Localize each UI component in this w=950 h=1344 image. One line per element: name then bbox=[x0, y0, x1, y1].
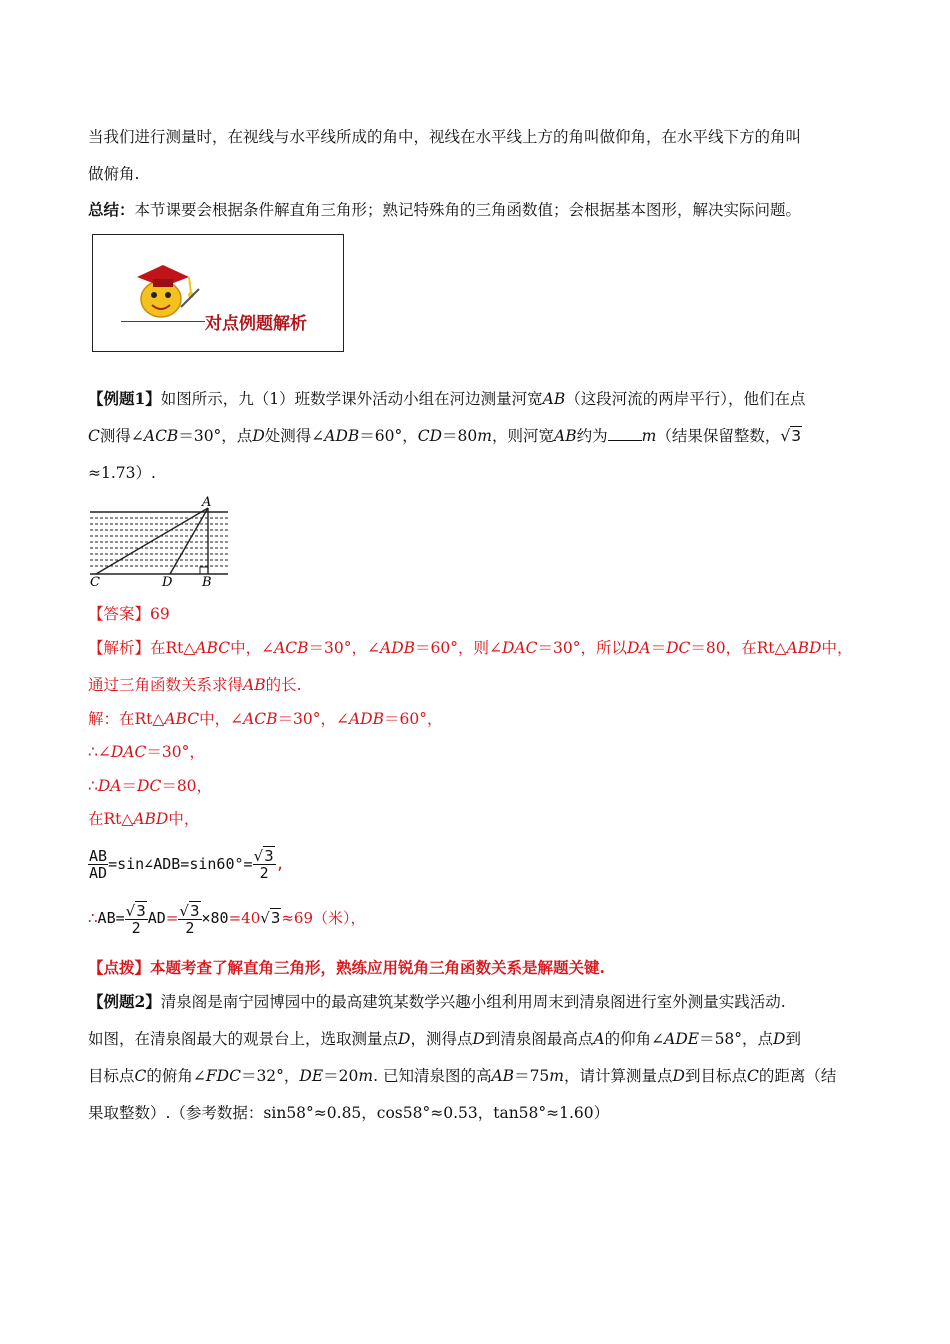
example2-tag: 【例题2】 bbox=[88, 992, 161, 1011]
var: m bbox=[477, 427, 492, 445]
text: ，测得点 bbox=[410, 1030, 473, 1048]
river-figure bbox=[86, 496, 236, 588]
text: 测得∠ bbox=[99, 427, 144, 445]
solution-line-1 bbox=[88, 709, 442, 729]
numerator: √3 bbox=[125, 901, 146, 920]
text: 如图所示，九（1）班数学课外活动小组在河边测量河宽 bbox=[160, 390, 543, 408]
text: ＝20 bbox=[323, 1067, 359, 1085]
text: ＝32°， bbox=[240, 1067, 300, 1085]
var: DE bbox=[299, 1067, 324, 1085]
text: 中， bbox=[821, 639, 853, 657]
text: ，则河宽 bbox=[491, 427, 554, 445]
text: ＝75 bbox=[514, 1067, 550, 1085]
text: ＝60°， bbox=[384, 710, 443, 728]
text: . 已知清泉图的高 bbox=[373, 1067, 492, 1085]
var: ADB bbox=[324, 427, 360, 445]
radicand: 3 bbox=[136, 901, 146, 920]
var: DAC bbox=[110, 743, 147, 761]
text: ＝60°，则∠ bbox=[415, 639, 502, 657]
var: ACB bbox=[274, 639, 309, 657]
formula-1 bbox=[88, 846, 285, 882]
var: C bbox=[746, 1067, 759, 1085]
answer-line bbox=[88, 604, 170, 624]
text: 通过三角函数关系求得 bbox=[88, 676, 244, 694]
var: ADB bbox=[380, 639, 416, 657]
numerator: AB bbox=[89, 847, 108, 865]
section-banner bbox=[92, 234, 344, 352]
banner-title: 对点例题解析 bbox=[205, 314, 307, 334]
var: ABD bbox=[786, 639, 822, 657]
text: 中，∠ bbox=[230, 639, 275, 657]
text: AD bbox=[147, 909, 166, 927]
solution-line-2 bbox=[88, 742, 205, 762]
analysis-line-2 bbox=[88, 675, 302, 695]
example2-line-4: 果取整数）.（参考数据：sin58°≈0.85，cos58°≈0.53，tan58°≈1.60） bbox=[88, 1104, 610, 1122]
text: ＝80 bbox=[442, 427, 478, 445]
text: ×80 bbox=[201, 909, 229, 927]
answer-value: 69 bbox=[150, 605, 170, 623]
text: 处测得∠ bbox=[264, 427, 325, 445]
denominator: 2 bbox=[259, 864, 269, 882]
text: =40 bbox=[228, 909, 261, 927]
var: DC bbox=[666, 639, 691, 657]
var: ABC bbox=[164, 710, 200, 728]
tip-text: 本题考查了解直角三角形，熟练应用锐角三角函数关系是解题关键. bbox=[150, 958, 605, 977]
answer-blank bbox=[608, 428, 642, 441]
var: ACB bbox=[243, 710, 278, 728]
text: 到 bbox=[785, 1030, 801, 1048]
text: ＝30°，所以 bbox=[537, 639, 627, 657]
example1-line-2 bbox=[88, 426, 802, 446]
text: ＝30°， bbox=[146, 743, 205, 761]
var: ACB bbox=[143, 427, 179, 445]
text: ＝ bbox=[650, 639, 667, 657]
example2-line-3 bbox=[88, 1066, 836, 1086]
text: （这段河流的两岸平行），他们在点 bbox=[565, 390, 806, 408]
summary-line bbox=[88, 200, 801, 220]
numerator: √3 bbox=[179, 901, 200, 920]
var: D bbox=[398, 1030, 411, 1048]
text: ，请计算测量点 bbox=[564, 1067, 673, 1085]
text: 的仰角∠ bbox=[604, 1030, 665, 1048]
fraction-ab-ad bbox=[88, 848, 108, 881]
text: 到清泉阁最高点 bbox=[484, 1030, 594, 1048]
fraction-sqrt3-2 bbox=[125, 903, 148, 936]
intro-line-2: 做俯角. bbox=[88, 165, 140, 183]
text: 中， bbox=[168, 810, 200, 828]
var: AB bbox=[243, 676, 266, 694]
var: m bbox=[358, 1067, 374, 1085]
text: ＝58°，点 bbox=[699, 1030, 774, 1048]
text: 到目标点 bbox=[684, 1067, 747, 1085]
var: DA bbox=[97, 777, 122, 795]
var: ABD bbox=[133, 810, 169, 828]
example1-line-3: ≈1.73）. bbox=[88, 464, 156, 482]
var: A bbox=[593, 1030, 605, 1048]
radicand: 3 bbox=[189, 901, 200, 920]
solution-line-3 bbox=[88, 776, 212, 796]
text: ＝30°，点 bbox=[178, 427, 253, 445]
formula-2 bbox=[88, 900, 366, 936]
var: D bbox=[252, 427, 265, 445]
var: ADB bbox=[348, 710, 384, 728]
sqrt-3: √3 bbox=[780, 427, 802, 445]
fraction-sqrt3-2 bbox=[253, 848, 276, 881]
text: ＝60°， bbox=[359, 427, 418, 445]
text: （结果保留整数， bbox=[656, 427, 781, 445]
var: DAC bbox=[501, 639, 538, 657]
text: 中，∠ bbox=[199, 710, 244, 728]
text: = bbox=[243, 855, 253, 873]
text: 的长. bbox=[265, 676, 302, 694]
tip-label: 【点拨】 bbox=[88, 958, 151, 977]
text: 目标点 bbox=[88, 1067, 135, 1085]
radicand: 3 bbox=[270, 909, 281, 927]
text: ∴∠ bbox=[88, 743, 111, 761]
var: DC bbox=[137, 777, 162, 795]
var: m bbox=[549, 1067, 564, 1085]
intro-line-1: 当我们进行测量时，在视线与水平线所成的角中，视线在水平线上方的角叫做仰角，在水平线下方的角叫 bbox=[88, 128, 802, 146]
radicand: 3 bbox=[791, 427, 802, 445]
var: C bbox=[88, 427, 100, 445]
text: 在Rt△ bbox=[88, 810, 134, 828]
var: ADE bbox=[664, 1030, 700, 1048]
var: ABC bbox=[195, 639, 231, 657]
mascot-icon bbox=[123, 249, 213, 329]
label-b: B bbox=[202, 575, 212, 588]
var: D bbox=[773, 1030, 786, 1048]
example2-line-2 bbox=[88, 1029, 801, 1049]
solution-line-4 bbox=[88, 809, 199, 829]
text: ＝30°，∠ bbox=[277, 710, 349, 728]
var: DA bbox=[626, 639, 651, 657]
var: D bbox=[672, 1067, 685, 1085]
var: AB bbox=[554, 427, 577, 445]
text: ＝80，在Rt△ bbox=[690, 639, 787, 657]
text: 在Rt△ bbox=[150, 639, 196, 657]
example2-line-1 bbox=[88, 992, 786, 1012]
var: m bbox=[641, 427, 657, 445]
denominator: 2 bbox=[131, 918, 141, 937]
denominator: AD bbox=[89, 864, 108, 882]
var: CD bbox=[417, 427, 443, 445]
var: FDC bbox=[205, 1067, 241, 1085]
text: 的俯角∠ bbox=[146, 1067, 206, 1085]
label-a: A bbox=[202, 496, 212, 510]
summary-label: 总结： bbox=[88, 200, 135, 219]
text: , bbox=[275, 855, 285, 873]
label-d: D bbox=[162, 575, 173, 588]
var: D bbox=[472, 1030, 485, 1048]
tip-line bbox=[88, 958, 605, 978]
numerator: √3 bbox=[253, 847, 274, 865]
var: AB bbox=[542, 390, 566, 408]
text: ＝ bbox=[121, 777, 138, 795]
text: ＝80， bbox=[161, 777, 213, 795]
example1-tag: 【例题1】 bbox=[88, 389, 161, 408]
summary-text: 本节课要会根据条件解直角三角形；熟记特殊角的三角函数值；会根据基本图形，解决实际问题。 bbox=[134, 201, 802, 219]
text: 如图，在清泉阁最大的观景台上，选取测量点 bbox=[88, 1030, 399, 1048]
banner-rule bbox=[121, 321, 205, 322]
var: C bbox=[134, 1067, 147, 1085]
text: =sin∠ADB=sin60° bbox=[108, 855, 244, 873]
text: ≈69（米）， bbox=[281, 909, 366, 927]
fraction-sqrt3-2 bbox=[178, 903, 201, 936]
text: ∴ bbox=[88, 909, 98, 927]
text: 约为 bbox=[576, 427, 608, 445]
text: AB= bbox=[97, 909, 125, 927]
analysis-label: 【解析】 bbox=[88, 639, 151, 657]
var: AB bbox=[491, 1067, 515, 1085]
text: 解：在Rt△ bbox=[88, 710, 165, 728]
denominator: 2 bbox=[185, 918, 195, 937]
text: = bbox=[165, 909, 179, 927]
text: ＝30°，∠ bbox=[308, 639, 380, 657]
text: 清泉阁是南宁园博园中的最高建筑某数学兴趣小组利用周末到清泉阁进行室外测量实践活动. bbox=[160, 993, 786, 1011]
analysis-line-1 bbox=[88, 638, 852, 658]
text: 的距离（结 bbox=[758, 1067, 837, 1085]
sqrt-3: √3 bbox=[260, 909, 281, 927]
answer-label: 【答案】 bbox=[88, 605, 151, 623]
example1-line-1 bbox=[88, 389, 806, 409]
text: ∴ bbox=[88, 777, 98, 795]
radicand: 3 bbox=[264, 847, 274, 865]
label-c: C bbox=[90, 575, 100, 588]
